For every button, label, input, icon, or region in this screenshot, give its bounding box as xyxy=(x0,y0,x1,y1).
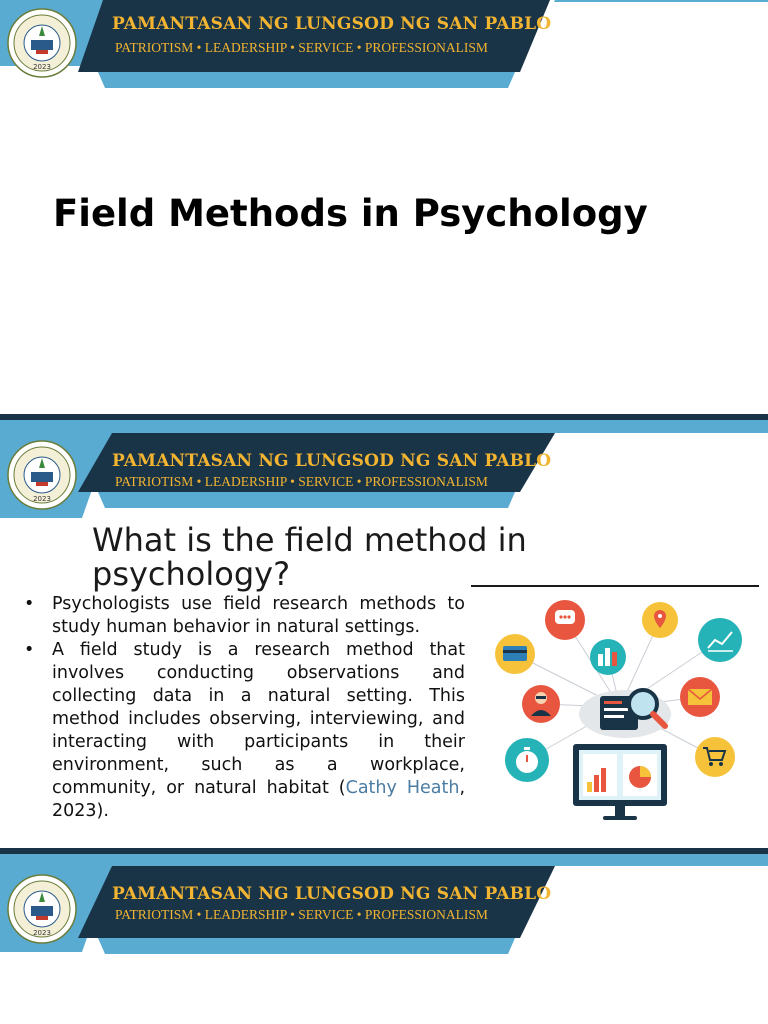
slide-3 xyxy=(0,854,768,1024)
university-seal-logo xyxy=(7,874,77,944)
card-icon xyxy=(495,634,535,674)
citation-tail: , 2023). xyxy=(52,778,466,821)
bullet-text: Psychologists use field research methods to study human behavior in natural settings. xyxy=(52,594,465,637)
data-analytics-illustration xyxy=(475,592,763,827)
svg-text:2023: 2023 xyxy=(33,929,51,937)
header-banner xyxy=(0,854,768,954)
magnifier-icon xyxy=(579,690,671,738)
bullet-text: A field study is a research method that involves conducting observations and collecting data in a natural setting. This method includes observing, interviewing, and interacting with participants in their environment, such as a workplace, community, or natural habitat ( xyxy=(52,640,465,798)
bullet-marker: • xyxy=(24,594,35,614)
citation-link[interactable]: Cathy Heath xyxy=(345,778,460,798)
monitor-icon xyxy=(573,744,667,820)
chat-icon xyxy=(545,600,585,640)
bullet-item xyxy=(20,593,465,639)
svg-text:2023: 2023 xyxy=(33,495,51,503)
university-name: PAMANTASAN NG LUNGSOD NG SAN PABLO xyxy=(112,451,552,471)
header-ribbon xyxy=(0,420,768,520)
svg-text:2023: 2023 xyxy=(33,63,51,71)
person-icon xyxy=(522,685,560,723)
university-seal-logo xyxy=(7,8,77,78)
header-ribbon xyxy=(0,854,768,954)
university-name: PAMANTASAN NG LUNGSOD NG SAN PABLO xyxy=(112,884,552,904)
university-motto: PATRIOTISM • LEADERSHIP • SERVICE • PROFESSIONALISM xyxy=(115,907,488,922)
university-seal-logo xyxy=(7,440,77,510)
university-motto: PATRIOTISM • LEADERSHIP • SERVICE • PROFESSIONALISM xyxy=(115,474,488,489)
location-icon xyxy=(642,602,678,638)
bullet-item xyxy=(20,639,465,823)
header-ribbon xyxy=(0,0,768,100)
slide-2 xyxy=(0,420,768,848)
cart-icon xyxy=(695,737,735,777)
heading-underline xyxy=(471,585,759,587)
stopwatch-icon xyxy=(505,738,549,782)
bar-chart-icon xyxy=(590,639,626,675)
slide-title: Field Methods in Psychology xyxy=(53,192,648,235)
slide-1 xyxy=(0,0,768,414)
university-motto: PATRIOTISM • LEADERSHIP • SERVICE • PROFESSIONALISM xyxy=(115,40,488,55)
mail-icon xyxy=(680,677,720,717)
slide-heading: What is the field method in psychology? xyxy=(92,521,527,593)
bullet-list xyxy=(20,593,465,823)
line-chart-icon xyxy=(698,618,742,662)
university-name: PAMANTASAN NG LUNGSOD NG SAN PABLO xyxy=(112,14,552,34)
bullet-marker: • xyxy=(24,640,35,660)
